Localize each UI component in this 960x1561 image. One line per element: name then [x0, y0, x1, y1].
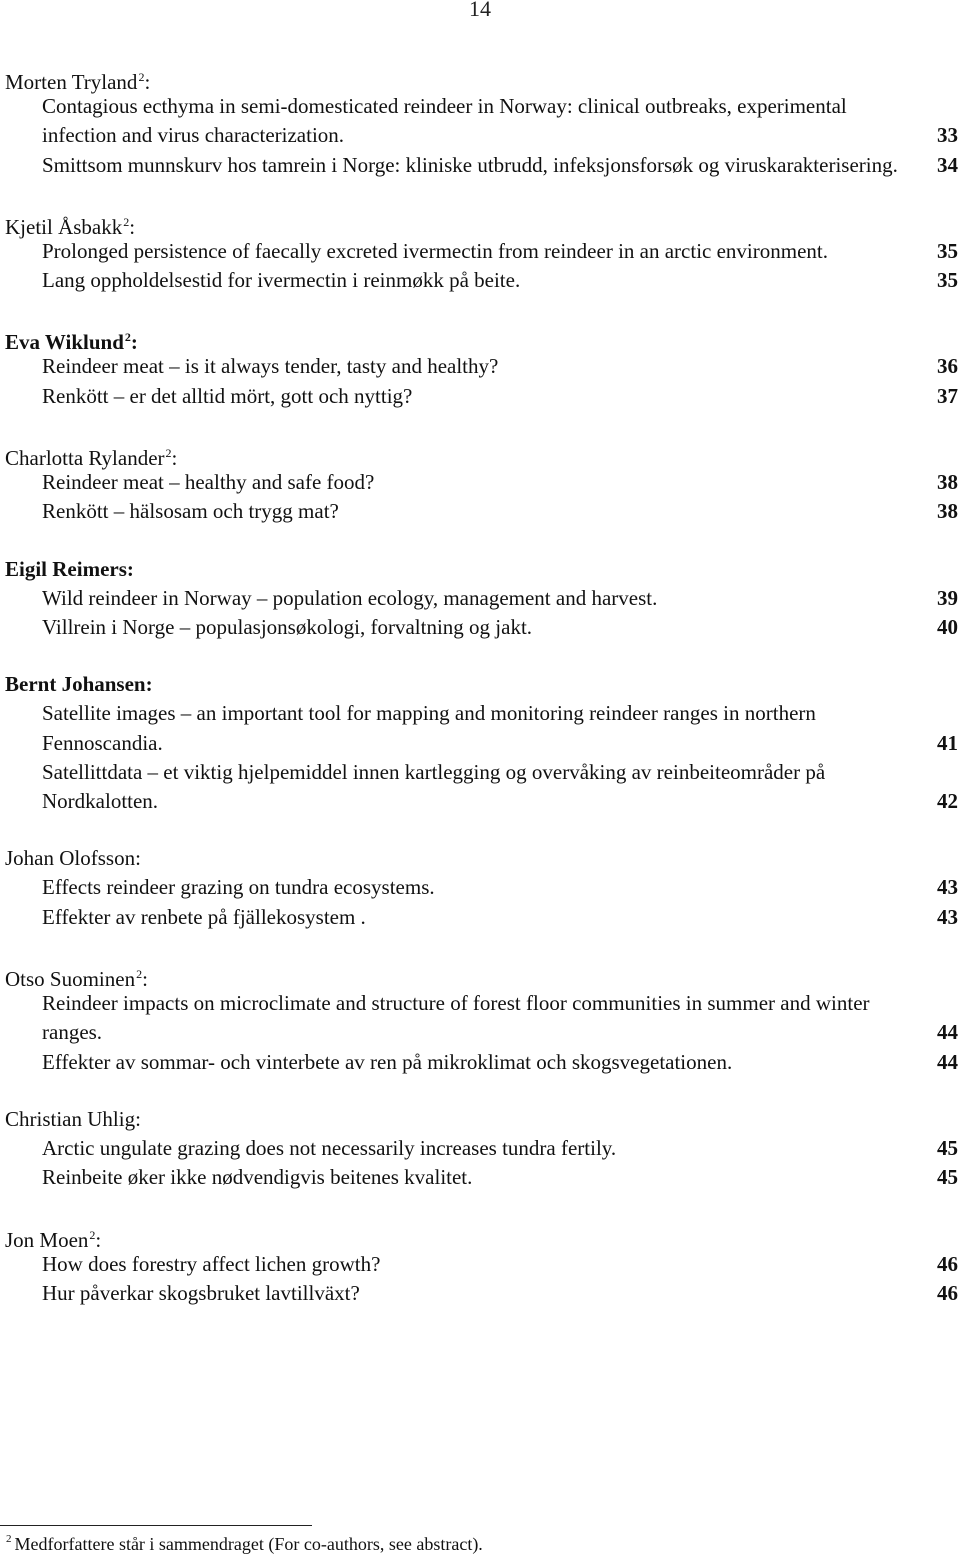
toc-item [5, 1163, 960, 1192]
item-title: Wild reindeer in Norway – population ecology, management and harvest. [42, 585, 658, 610]
toc-entry [5, 1105, 960, 1193]
toc-item [5, 468, 960, 497]
item-page-number: 36 [937, 354, 958, 379]
toc-item [5, 699, 960, 758]
toc-item [5, 1250, 960, 1279]
item-title: Hur påverkar skogsbruket lavtillväxt? [42, 1280, 360, 1305]
author-colon: : [135, 1106, 141, 1131]
item-page-number: 42 [937, 789, 958, 814]
item-title: Renkött – er det alltid mört, gott och nyttig? [42, 383, 413, 408]
item-page-number: 35 [937, 268, 958, 293]
author-heading [5, 208, 960, 237]
item-page-number: 33 [937, 123, 958, 148]
item-page-number: 45 [937, 1135, 958, 1160]
item-title: Villrein i Norge – populasjonsøkologi, forvaltning og jakt. [42, 614, 533, 639]
item-title: Renkött – hälsosam och trygg mat? [42, 499, 339, 524]
item-page-number: 44 [937, 1049, 958, 1074]
item-title: Lang oppholdelsestid for ivermectin i reinmøkk på beite. [42, 268, 521, 293]
author-name: Eva Wiklund [5, 330, 124, 355]
item-page-number: 43 [937, 904, 958, 929]
item-page-number: 46 [937, 1251, 958, 1276]
footnote-ref: 2 [136, 967, 143, 982]
author-name: Jon Moen [5, 1227, 89, 1252]
item-title: Contagious ecthyma in semi-domesticated reindeer in Norway: clinical outbreaks, experimental infection and virus characterization. [42, 94, 847, 148]
toc-entry [5, 323, 960, 411]
author-colon: : [145, 672, 153, 697]
footnote-ref: 2 [89, 1227, 96, 1242]
toc-item [5, 613, 960, 642]
item-page-number: 41 [937, 730, 958, 755]
toc-item [5, 1279, 960, 1308]
page-number: 14 [469, 0, 491, 21]
footnote-ref: 2 [123, 214, 130, 229]
author-name: Kjetil Åsbakk [5, 214, 123, 239]
author-colon: : [171, 446, 178, 471]
author-colon: : [142, 967, 148, 992]
item-title: Reindeer meat – healthy and safe food? [42, 470, 375, 495]
footnote-text: Medforfattere står i sammendraget (For co-authors, see abstract). [14, 1534, 483, 1554]
item-page-number: 46 [937, 1280, 958, 1305]
toc-item [5, 92, 960, 151]
item-title: Effects reindeer grazing on tundra ecosystems. [42, 875, 435, 900]
item-title: Satellittdata – et viktig hjelpemiddel innen kartlegging og overvåking av reinbeiteområder på Nordkalotten. [42, 759, 826, 814]
author-heading [5, 439, 960, 471]
table-of-contents [5, 63, 960, 1336]
toc-entry [5, 844, 960, 932]
author-heading [5, 844, 960, 873]
item-title: Reindeer meat – is it always tender, tasty and healthy? [42, 354, 499, 379]
footnote-ref: 2 [165, 446, 172, 461]
footnote-ref: 2 [124, 330, 131, 345]
author-heading [5, 670, 960, 699]
toc-entry [5, 63, 960, 180]
author-name: Johan Olofsson [5, 846, 136, 871]
footnote-divider [0, 1525, 312, 1526]
toc-item [5, 266, 960, 295]
toc-item [5, 873, 960, 902]
author-name: Bernt Johansen [5, 672, 146, 697]
toc-item [5, 382, 960, 411]
item-page-number: 39 [937, 585, 958, 610]
toc-entry [5, 439, 960, 527]
toc-item [5, 151, 960, 180]
author-heading [5, 1221, 960, 1250]
toc-entry [5, 960, 960, 1077]
footnote-marker: 2 [6, 1533, 12, 1545]
toc-item [5, 903, 960, 932]
toc-item [5, 352, 960, 381]
item-page-number: 38 [937, 470, 958, 495]
item-page-number: 37 [937, 383, 958, 408]
toc-item [5, 497, 960, 526]
toc-item [5, 758, 960, 817]
toc-item [5, 989, 960, 1048]
author-colon: : [144, 70, 151, 94]
author-heading [5, 555, 960, 584]
toc-item [5, 1134, 960, 1163]
author-heading [5, 63, 960, 92]
footnote-ref: 2 [138, 70, 145, 84]
author-colon: : [95, 1227, 102, 1252]
author-colon: : [129, 214, 136, 239]
toc-entry [5, 555, 960, 643]
item-page-number: 35 [937, 238, 958, 263]
toc-entry [5, 208, 960, 296]
toc-entry [5, 670, 960, 816]
item-title: Satellite images – an important tool for mapping and monitoring reindeer ranges in northern Fennoscandia. [42, 701, 816, 755]
toc-item [5, 584, 960, 613]
author-name: Otso Suominen [5, 967, 136, 992]
item-title: Effekter av sommar- och vinterbete av ren på mikroklimat och skogsvegetationen. [42, 1049, 733, 1074]
author-name: Charlotta Rylander [5, 446, 165, 471]
toc-item [5, 237, 960, 266]
author-heading [5, 1105, 960, 1134]
item-title: Arctic ungulate grazing does not necessarily increases tundra fertily. [42, 1135, 617, 1160]
author-name: Morten Tryland [5, 70, 138, 94]
item-title: Reinbeite øker ikke nødvendigvis beitenes kvalitet. [42, 1165, 473, 1190]
toc-item [5, 1048, 960, 1077]
author-heading [5, 960, 960, 992]
author-colon: : [126, 556, 134, 581]
item-title: Smittsom munnskurv hos tamrein i Norge: kliniske utbrudd, infeksjonsforsøk og viruskarakterisering. [42, 152, 898, 177]
item-title: How does forestry affect lichen growth? [42, 1251, 381, 1276]
author-colon: : [135, 846, 141, 871]
item-page-number: 43 [937, 875, 958, 900]
item-page-number: 44 [937, 1020, 958, 1045]
item-page-number: 40 [937, 614, 958, 639]
author-name: Christian Uhlig [5, 1106, 136, 1131]
author-name: Eigil Reimers [5, 556, 127, 581]
item-title: Prolonged persistence of faecally excreted ivermectin from reindeer in an arctic environment. [42, 238, 828, 263]
item-page-number: 34 [937, 152, 958, 177]
toc-entry [5, 1221, 960, 1309]
item-page-number: 38 [937, 499, 958, 524]
item-title: Reindeer impacts on microclimate and structure of forest floor communities in summer and winter ranges. [42, 991, 870, 1045]
author-heading [5, 323, 960, 355]
footnote [6, 1533, 483, 1555]
item-page-number: 45 [937, 1165, 958, 1190]
item-title: Effekter av renbete på fjällekosystem . [42, 904, 366, 929]
author-colon: : [130, 330, 138, 355]
